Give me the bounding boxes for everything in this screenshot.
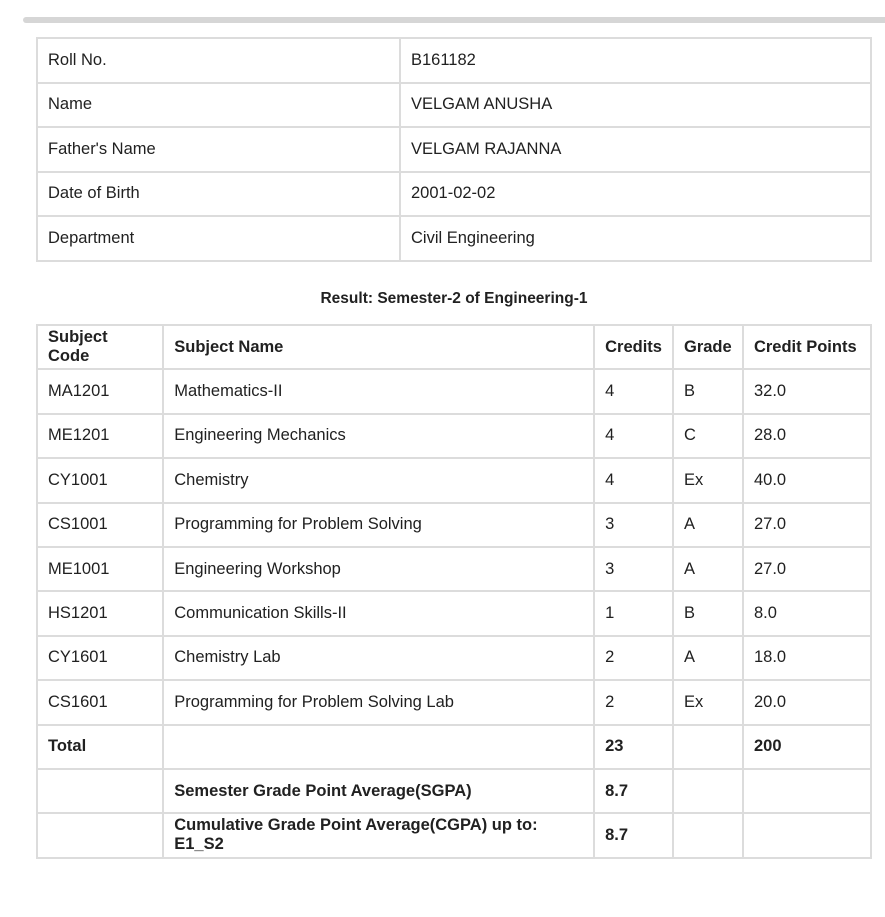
subject-name: Programming for Problem Solving Lab bbox=[163, 680, 594, 724]
subject-grade: Ex bbox=[673, 680, 743, 724]
subject-grade: Ex bbox=[673, 458, 743, 502]
empty-cell bbox=[37, 769, 163, 813]
subject-credit-points: 40.0 bbox=[743, 458, 871, 502]
subject-name: Chemistry bbox=[163, 458, 594, 502]
subject-row bbox=[37, 591, 871, 635]
subject-credit-points: 28.0 bbox=[743, 414, 871, 458]
subject-name: Mathematics-II bbox=[163, 369, 594, 413]
result-title: Result: Semester-2 of Engineering-1 bbox=[320, 290, 588, 307]
empty-cell bbox=[673, 769, 743, 813]
info-label: Department bbox=[37, 216, 400, 261]
subject-grade: B bbox=[673, 591, 743, 635]
student-info-table bbox=[36, 37, 872, 262]
empty-cell bbox=[743, 769, 871, 813]
result-header-row bbox=[37, 325, 871, 369]
subject-credits: 2 bbox=[594, 636, 673, 680]
subject-row bbox=[37, 414, 871, 458]
subject-credit-points: 20.0 bbox=[743, 680, 871, 724]
subject-credits: 1 bbox=[594, 591, 673, 635]
info-row-father-name bbox=[37, 127, 871, 172]
sgpa-label: Semester Grade Point Average(SGPA) bbox=[163, 769, 594, 813]
info-value: B161182 bbox=[400, 38, 871, 83]
subject-row bbox=[37, 680, 871, 724]
subject-code: ME1001 bbox=[37, 547, 163, 591]
subject-code: CS1001 bbox=[37, 503, 163, 547]
cgpa-value: 8.7 bbox=[594, 813, 673, 857]
subject-credits: 4 bbox=[594, 414, 673, 458]
subject-name: Engineering Mechanics bbox=[163, 414, 594, 458]
cgpa-label: Cumulative Grade Point Average(CGPA) up to: E1_S2 bbox=[163, 813, 594, 857]
info-value: VELGAM RAJANNA bbox=[400, 127, 871, 172]
header-credit-points: Credit Points bbox=[743, 325, 871, 369]
top-divider bbox=[23, 17, 885, 23]
info-row-date-of-birth bbox=[37, 172, 871, 217]
subject-credit-points: 32.0 bbox=[743, 369, 871, 413]
subject-name: Communication Skills-II bbox=[163, 591, 594, 635]
subject-code: HS1201 bbox=[37, 591, 163, 635]
subject-code: CY1601 bbox=[37, 636, 163, 680]
header-subject-code: Subject Code bbox=[37, 325, 163, 369]
subject-name: Engineering Workshop bbox=[163, 547, 594, 591]
info-value: 2001-02-02 bbox=[400, 172, 871, 217]
subject-grade: A bbox=[673, 503, 743, 547]
subject-credits: 3 bbox=[594, 503, 673, 547]
info-label: Date of Birth bbox=[37, 172, 400, 217]
info-row-department bbox=[37, 216, 871, 261]
empty-cell bbox=[673, 725, 743, 769]
header-subject-name: Subject Name bbox=[163, 325, 594, 369]
subject-credit-points: 18.0 bbox=[743, 636, 871, 680]
total-label: Total bbox=[37, 725, 163, 769]
info-row-roll-no bbox=[37, 38, 871, 83]
subject-credits: 4 bbox=[594, 458, 673, 502]
info-row-name bbox=[37, 83, 871, 128]
total-row bbox=[37, 725, 871, 769]
subject-grade: A bbox=[673, 547, 743, 591]
subject-code: CS1601 bbox=[37, 680, 163, 724]
subject-grade: C bbox=[673, 414, 743, 458]
empty-cell bbox=[163, 725, 594, 769]
subject-row bbox=[37, 636, 871, 680]
subject-grade: A bbox=[673, 636, 743, 680]
info-label: Father's Name bbox=[37, 127, 400, 172]
subject-credits: 3 bbox=[594, 547, 673, 591]
subject-credits: 2 bbox=[594, 680, 673, 724]
sgpa-value: 8.7 bbox=[594, 769, 673, 813]
header-credits: Credits bbox=[594, 325, 673, 369]
subject-credit-points: 8.0 bbox=[743, 591, 871, 635]
subject-name: Programming for Problem Solving bbox=[163, 503, 594, 547]
subject-credit-points: 27.0 bbox=[743, 547, 871, 591]
subject-credit-points: 27.0 bbox=[743, 503, 871, 547]
info-value: Civil Engineering bbox=[400, 216, 871, 261]
total-credit-points: 200 bbox=[743, 725, 871, 769]
empty-cell bbox=[37, 813, 163, 857]
empty-cell bbox=[743, 813, 871, 857]
subject-row bbox=[37, 458, 871, 502]
subject-row bbox=[37, 503, 871, 547]
result-table bbox=[36, 324, 872, 859]
subject-code: ME1201 bbox=[37, 414, 163, 458]
subject-row bbox=[37, 547, 871, 591]
cgpa-row bbox=[37, 813, 871, 857]
subject-row bbox=[37, 369, 871, 413]
sgpa-row bbox=[37, 769, 871, 813]
subject-name: Chemistry Lab bbox=[163, 636, 594, 680]
info-label: Name bbox=[37, 83, 400, 128]
total-credits: 23 bbox=[594, 725, 673, 769]
info-value: VELGAM ANUSHA bbox=[400, 83, 871, 128]
subject-code: MA1201 bbox=[37, 369, 163, 413]
header-grade: Grade bbox=[673, 325, 743, 369]
subject-grade: B bbox=[673, 369, 743, 413]
subject-code: CY1001 bbox=[37, 458, 163, 502]
subject-credits: 4 bbox=[594, 369, 673, 413]
info-label: Roll No. bbox=[37, 38, 400, 83]
empty-cell bbox=[673, 813, 743, 857]
